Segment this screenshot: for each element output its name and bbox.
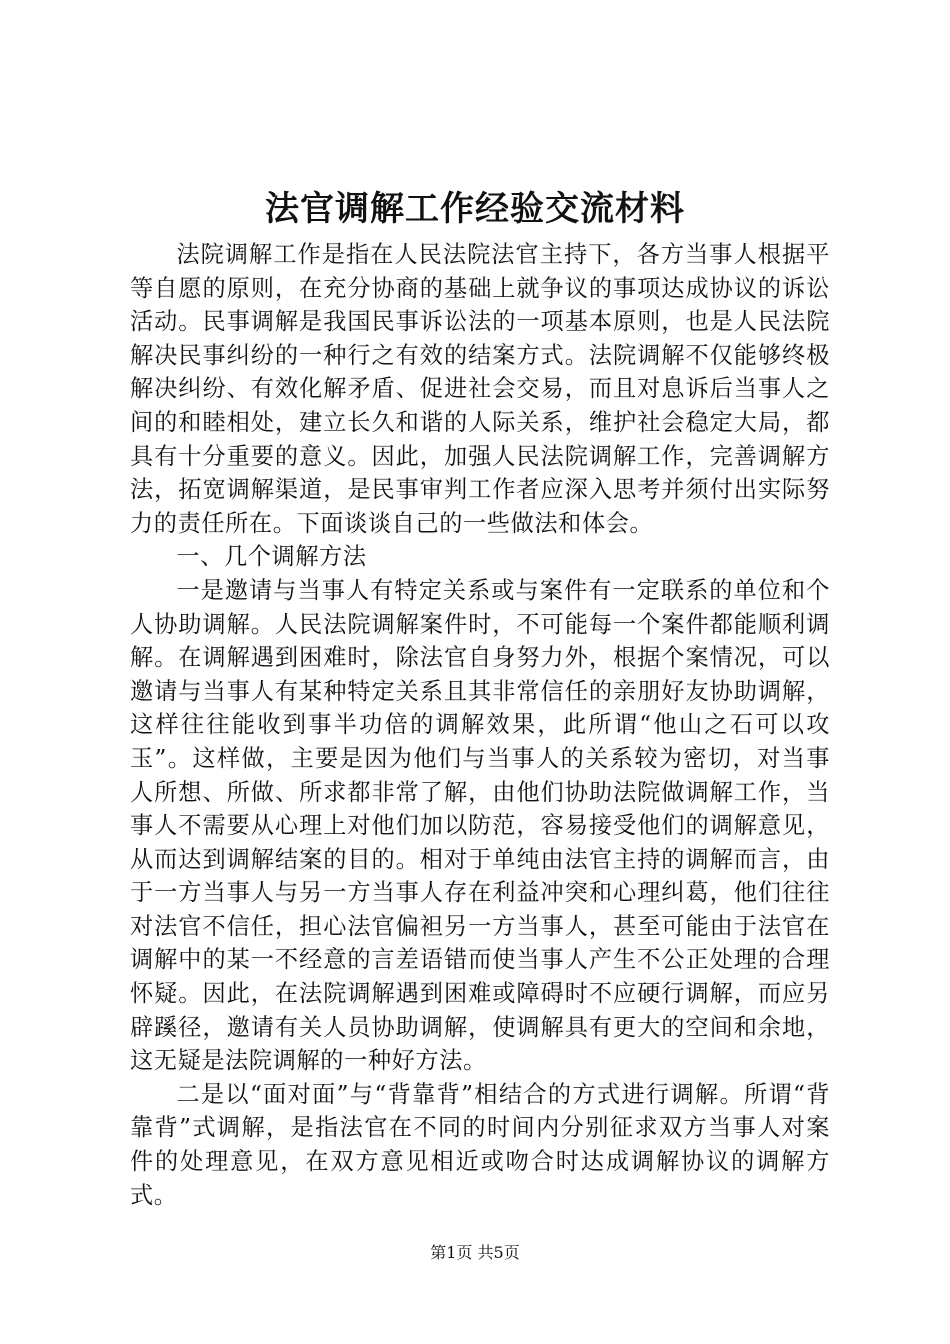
document-body	[130, 238, 830, 1212]
page-footer: 第1页 共5页	[430, 1243, 520, 1262]
document-title: 法官调解工作经验交流材料	[265, 189, 685, 229]
paragraph-method-two: 二是以“面对面”与“背靠背”相结合的方式进行调解。所谓“背靠背”式调解，是指法官在不同的时间内分别征求双方当事人对案件的处理意见，在双方意见相近或吻合时达成调解协议的调解方式。	[130, 1080, 830, 1209]
section-heading-methods: 一、几个调解方法	[176, 543, 367, 571]
paragraph-method-one: 一是邀请与当事人有特定关系或与案件有一定联系的单位和个人协助调解。人民法院调解案件时，不可能每一个案件都能顺利调解。在调解遇到困难时，除法官自身努力外，根据个案情况，可以邀请与当事人有某种特定关系且其非常信任的亲朋好友协助调解，这样往往能收到事半功倍的调解效果，此所谓“他山之石可以攻玉”。这样做，主要是因为他们与当事人的关系较为密切，对当事人所想、所做、所求都非常了解，由他们协助法院做调解工作，当事人不需要从心理上对他们加以防范，容易接受他们的调解意见，从而达到调解结案的目的。相对于单纯由法官主持的调解而言，由于一方当事人与另一方当事人存在利益冲突和心理纠葛，他们往往对法官不信任，担心法官偏袒另一方当事人，甚至可能由于法官在调解中的某一不经意的言差语错而使当事人产生不公正处理的合理怀疑。因此，在法院调解遇到困难或障碍时不应硬行调解，而应另辟蹊径，邀请有关人员协助调解，使调解具有更大的空间和余地，这无疑是法院调解的一种好方法。	[130, 576, 830, 1075]
paragraph-intro: 法院调解工作是指在人民法院法官主持下，各方当事人根据平等自愿的原则，在充分协商的基础上就争议的事项达成协议的诉讼活动。民事调解是我国民事诉讼法的一项基本原则，也是人民法院解决民事纠纷的一种行之有效的结案方式。法院调解不仅能够终极解决纠纷、有效化解矛盾、促进社会交易，而且对息诉后当事人之间的和睦相处，建立长久和谐的人际关系，维护社会稳定大局，都具有十分重要的意义。因此，加强人民法院调解工作，完善调解方法，拓宽调解渠道，是民事审判工作者应深入思考并须付出实际努力的责任所在。下面谈谈自己的一些做法和体会。	[130, 241, 830, 537]
